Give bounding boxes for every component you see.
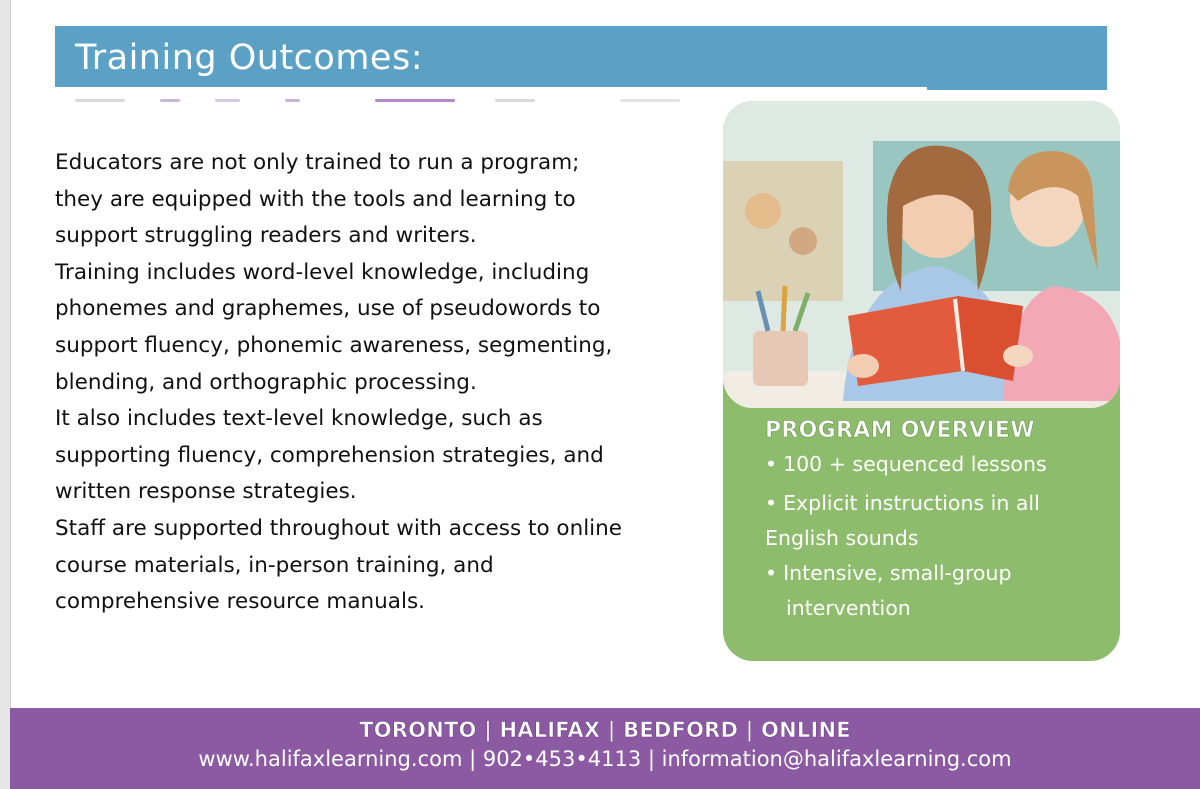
list-item-text: Explicit instructions in all: [783, 491, 1040, 515]
body-line: It also includes text-level knowledge, such as: [55, 406, 543, 432]
list-item: [765, 486, 1105, 556]
body-line: comprehensive resource manuals.: [55, 589, 425, 615]
bullet-icon: •: [765, 491, 778, 515]
overview-list: [765, 447, 1105, 626]
body-line: Training includes word-level knowledge, including: [55, 259, 590, 285]
body-text: [55, 145, 705, 621]
body-line: course materials, in-person training, and: [55, 552, 494, 578]
footer-locations: TORONTO | HALIFAX | BEDFORD | ONLINE: [359, 718, 851, 742]
body-line: supporting fluency, comprehension strategies, and: [55, 442, 604, 468]
list-item-text-continued: English sounds: [765, 526, 919, 550]
list-item-text-continued: intervention: [786, 596, 911, 620]
body-line: phonemes and graphemes, use of pseudowords to: [55, 296, 601, 322]
two-girls-reading-photo: [723, 101, 1120, 408]
bullet-icon: •: [765, 561, 778, 585]
body-line: they are equipped with the tools and learning to: [55, 186, 576, 212]
body-line: written response strategies.: [55, 479, 357, 505]
list-item-text: Intensive, small-group: [783, 561, 1012, 585]
body-line: blending, and orthographic processing.: [55, 369, 477, 395]
clipped-text-remnant: [55, 98, 715, 105]
page-title: Training Outcomes:: [75, 38, 423, 78]
footer: [10, 708, 1200, 789]
overview-title: PROGRAM OVERVIEW: [765, 418, 1035, 443]
list-item-text: 100 + sequenced lessons: [783, 452, 1047, 476]
body-line: Educators are not only trained to run a program;: [55, 150, 580, 175]
photo-illustration: [723, 101, 1120, 408]
overview-content: [765, 418, 1105, 626]
footer-contact: www.halifaxlearning.com | 902•453•4113 | information@halifaxlearning.com: [198, 747, 1012, 771]
body-line: support fluency, phonemic awareness, segmenting,: [55, 332, 613, 358]
body-line: Staff are supported throughout with access to online: [55, 515, 623, 541]
bullet-icon: •: [765, 452, 778, 476]
list-item: [765, 447, 1105, 482]
program-overview-card: [723, 101, 1120, 661]
title-bar: [55, 26, 1107, 87]
list-item: [765, 556, 1105, 626]
body-line: support struggling readers and writers.: [55, 223, 477, 249]
